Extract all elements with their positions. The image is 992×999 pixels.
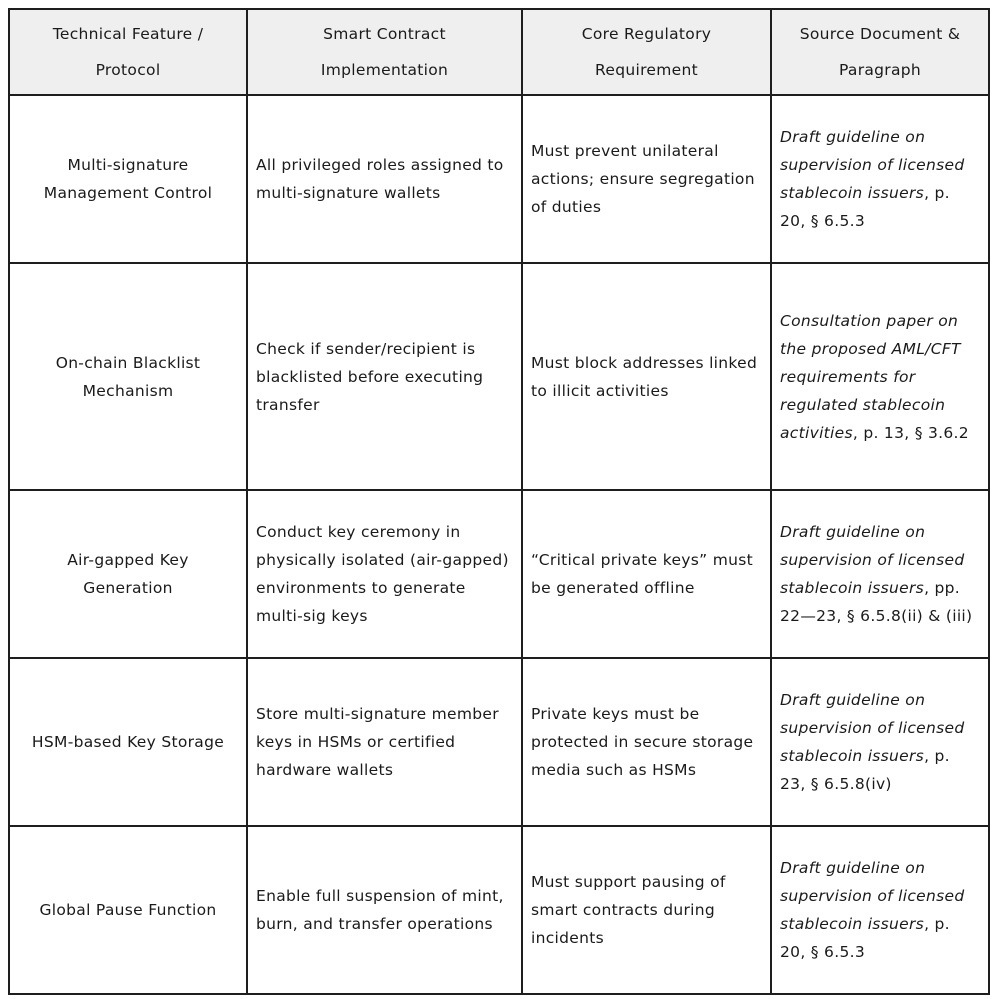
header-line: Requirement [595,61,698,79]
table-row [9,490,989,658]
requirement-cell: Private keys must be protected in secure storage media such as HSMs [522,658,771,826]
source-title: Draft guideline on supervision of licensed stablecoin issuers [780,523,965,597]
source-ref: , pp. 22—23, § 6.5.8(ii) & (iii) [780,579,973,625]
feature-cell: Multi-signature Management Control [9,95,247,263]
table-row [9,658,989,826]
source-ref: , p. 20, § 6.5.3 [780,184,950,230]
table-row [9,826,989,994]
requirement-cell: Must block addresses linked to illicit activities [522,263,771,490]
header-line: Core Regulatory [581,25,712,43]
feature-cell: Air-gapped Key Generation [9,490,247,658]
feature-cell: HSM-based Key Storage [9,658,247,826]
source-ref: , p. 20, § 6.5.3 [780,915,950,961]
header-line: Source Document & [799,25,961,43]
header-line: Smart Contract [323,25,446,43]
implementation-cell: Check if sender/recipient is blacklisted before executing transfer [247,263,522,490]
source-cell [771,826,989,994]
implementation-cell: Store multi-signature member keys in HSMs or certified hardware wallets [247,658,522,826]
implementation-cell: Enable full suspension of mint, burn, and transfer operations [247,826,522,994]
regulatory-mapping-table [8,8,990,995]
header-row [9,9,989,95]
source-title: Draft guideline on supervision of licensed stablecoin issuers [780,691,965,765]
requirement-cell: Must support pausing of smart contracts during incidents [522,826,771,994]
header-requirement [522,9,771,95]
header-line: Technical Feature / [52,25,204,43]
header-feature [9,9,247,95]
source-title: Draft guideline on supervision of licensed stablecoin issuers [780,859,965,933]
requirement-cell: “Critical private keys” must be generated offline [522,490,771,658]
source-cell [771,95,989,263]
source-cell [771,263,989,490]
requirement-cell: Must prevent unilateral actions; ensure segregation of duties [522,95,771,263]
table-row [9,263,989,490]
implementation-cell: All privileged roles assigned to multi-signature wallets [247,95,522,263]
source-cell [771,658,989,826]
header-source [771,9,989,95]
feature-cell: Global Pause Function [9,826,247,994]
implementation-cell: Conduct key ceremony in physically isolated (air-gapped) environments to generate multi-sig keys [247,490,522,658]
source-ref: , p. 13, § 3.6.2 [852,423,969,442]
source-title: Consultation paper on the proposed AML/CFT requirements for regulated stablecoin activities [780,311,961,442]
feature-cell: On-chain Blacklist Mechanism [9,263,247,490]
header-line: Implementation [320,61,449,79]
source-cell [771,490,989,658]
header-line: Protocol [95,61,161,79]
header-implementation [247,9,522,95]
table-row [9,95,989,263]
source-ref: , p. 23, § 6.5.8(iv) [780,747,950,793]
source-title: Draft guideline on supervision of licensed stablecoin issuers [780,128,965,202]
header-line: Paragraph [838,61,922,79]
